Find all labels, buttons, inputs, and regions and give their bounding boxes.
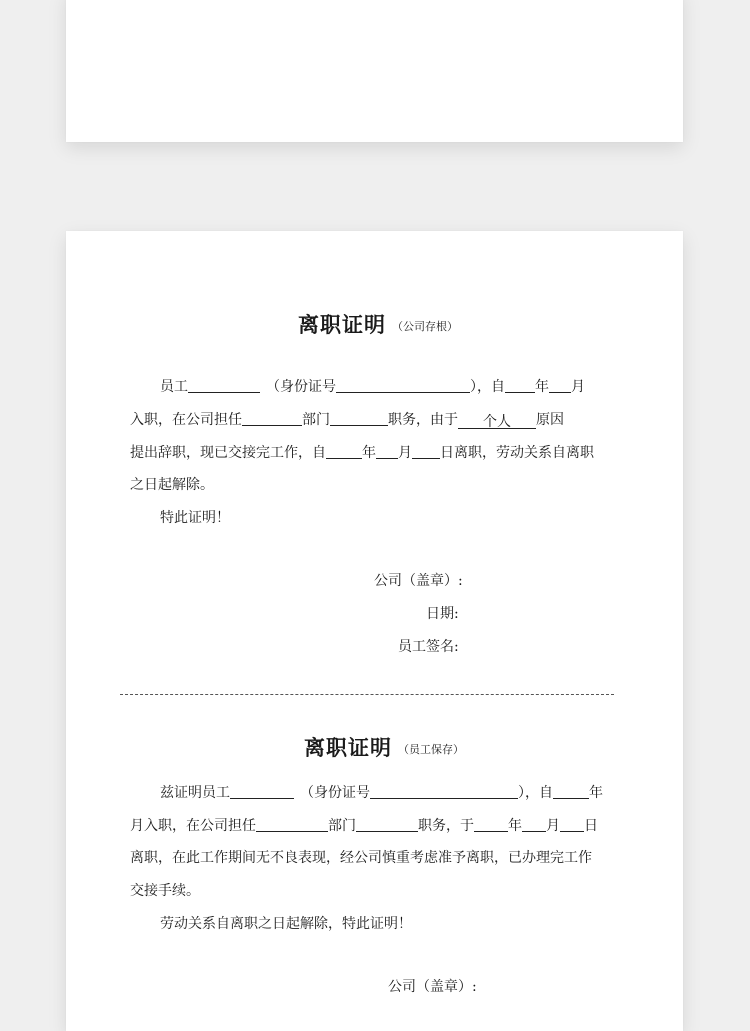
slip2-line1 xyxy=(160,783,603,802)
blank-department[interactable] xyxy=(256,816,328,832)
text-leave-day: 日离职，劳动关系自离职 xyxy=(440,445,594,461)
slip2-line3: 离职，在此工作期间无不良表现，经公司慎重考虑准予离职，已办理完工作 xyxy=(130,850,592,866)
document-page-sheet xyxy=(66,231,683,1031)
slip1-line4: 之日起解除。 xyxy=(130,477,214,493)
blank-leave-day[interactable] xyxy=(412,443,440,459)
slip1-date-label: 日期: xyxy=(426,606,459,622)
slip2-subtitle: （员工保存） xyxy=(398,743,464,756)
slip1-employee-signature-label: 员工签名: xyxy=(398,639,459,655)
previous-page-sheet xyxy=(66,0,683,142)
text-position: 职务，由于 xyxy=(388,412,458,428)
blank-id-number[interactable] xyxy=(336,377,470,393)
text-year: 年 xyxy=(535,379,549,395)
slip2-company-seal-label: 公司（盖章）: xyxy=(388,979,477,995)
text-year: 年 xyxy=(362,445,376,461)
slip1-subtitle: （公司存根） xyxy=(392,320,458,333)
slip2-title-block xyxy=(304,732,464,762)
text-month: 月 xyxy=(571,379,585,395)
blank-leave-month[interactable] xyxy=(522,816,546,832)
slip2-line2 xyxy=(130,816,598,835)
blank-id-number[interactable] xyxy=(370,783,518,799)
blank-department[interactable] xyxy=(242,410,302,426)
text-position: 职务，于 xyxy=(418,818,474,834)
blank-join-month[interactable] xyxy=(549,377,571,393)
slip1-title-block xyxy=(298,309,458,339)
slip2-line4: 交接手续。 xyxy=(130,883,200,899)
text-year: 年 xyxy=(508,818,522,834)
text-from: ），自 xyxy=(518,785,553,801)
slip1-line3 xyxy=(130,443,594,462)
slip1-line2 xyxy=(130,410,564,429)
slip1-line1 xyxy=(160,377,585,396)
slip1-company-seal-label: 公司（盖章）: xyxy=(374,573,463,589)
text-resigned: 提出辞职，现已交接完工作，自 xyxy=(130,445,326,461)
text-id-number: （身份证号 xyxy=(266,379,336,395)
text-month: 月 xyxy=(398,445,412,461)
blank-employee-name[interactable] xyxy=(230,783,294,799)
text-from: ），自 xyxy=(470,379,505,395)
blank-leave-year[interactable] xyxy=(474,816,508,832)
blank-join-year[interactable] xyxy=(553,783,589,799)
text-day: 日 xyxy=(584,818,598,834)
blank-leave-month[interactable] xyxy=(376,443,398,459)
text-joined: 月入职，在公司担任 xyxy=(130,818,256,834)
text-certify-employee: 兹证明员工 xyxy=(160,785,230,801)
blank-join-year[interactable] xyxy=(505,377,535,393)
text-month: 月 xyxy=(546,818,560,834)
text-department: 部门 xyxy=(302,412,330,428)
text-reason: 原因 xyxy=(536,412,564,428)
text-joined: 入职，在公司担任 xyxy=(130,412,242,428)
blank-position[interactable] xyxy=(330,410,388,426)
text-employee: 员工 xyxy=(160,379,188,395)
blank-leave-year[interactable] xyxy=(326,443,362,459)
blank-position[interactable] xyxy=(356,816,418,832)
text-year: 年 xyxy=(589,785,603,801)
blank-reason[interactable] xyxy=(458,413,536,429)
slip2-title: 离职证明 xyxy=(304,735,392,760)
text-id-number: （身份证号 xyxy=(300,785,370,801)
reason-value: 个人 xyxy=(483,414,511,430)
slip1-title: 离职证明 xyxy=(298,312,386,337)
slip1-line5: 特此证明！ xyxy=(160,510,230,526)
blank-leave-day[interactable] xyxy=(560,816,584,832)
slip2-line5: 劳动关系自离职之日起解除，特此证明！ xyxy=(160,916,412,932)
blank-employee-name[interactable] xyxy=(188,377,260,393)
tear-off-dashed-line xyxy=(120,694,614,695)
text-department: 部门 xyxy=(328,818,356,834)
